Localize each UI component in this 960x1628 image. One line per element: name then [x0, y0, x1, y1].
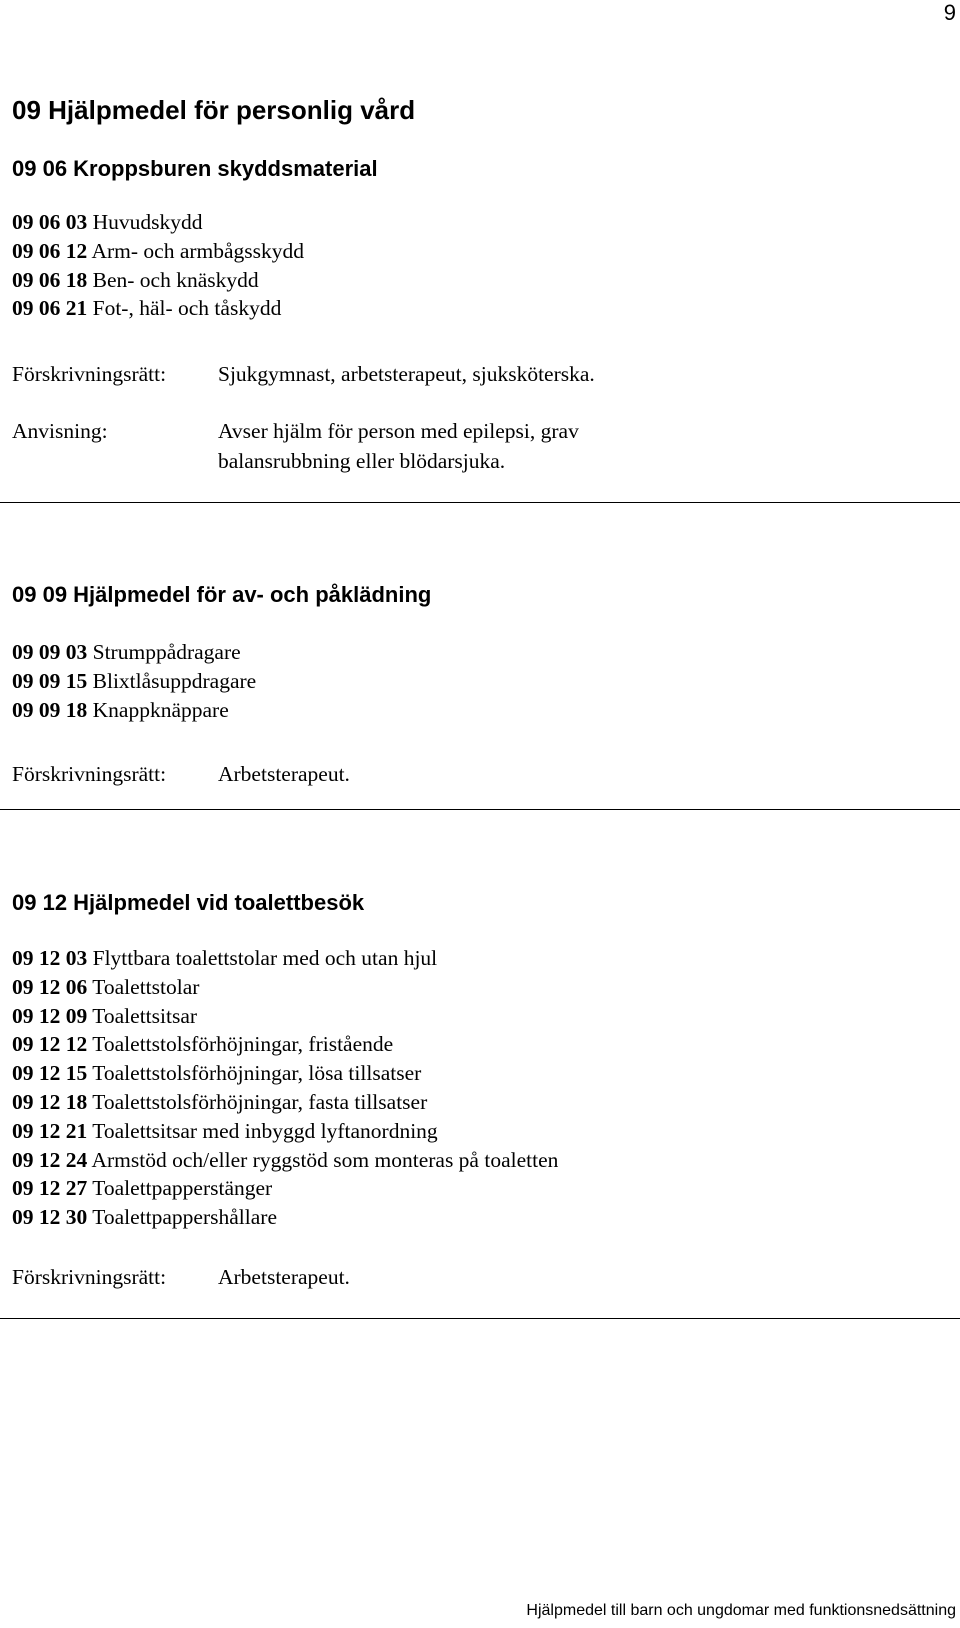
prescription-label: Förskrivningsrätt: [12, 1265, 167, 1289]
list-item: 09 12 09 Toalettsitsar [12, 1003, 198, 1028]
prescription-label: Förskrivningsrätt: [12, 362, 167, 386]
item-list [12, 944, 558, 1232]
list-item: 09 06 21 Fot-, häl- och tåskydd [12, 296, 282, 321]
section-divider [0, 502, 960, 503]
prescription-row [12, 759, 350, 789]
prescription-row [12, 1262, 350, 1292]
list-item: 09 12 03 Flyttbara toalettstolar med och utan hjul [12, 946, 438, 970]
section-heading: 09 06 Kroppsburen skyddsmaterial [12, 156, 378, 181]
note-row [12, 416, 579, 476]
list-item: 09 12 18 Toalettstolsförhöjningar, fasta tillsatser [12, 1089, 428, 1114]
list-item: 09 12 21 Toalettsitsar med inbyggd lyftanordning [12, 1118, 438, 1143]
list-item: 09 09 03 Strumppådragare [12, 640, 241, 664]
section-heading: 09 09 Hjälpmedel för av- och påklädning [12, 582, 432, 607]
page-footer: Hjälpmedel till barn och ungdomar med funktionsnedsättning [526, 1602, 956, 1619]
note-label: Anvisning: [12, 419, 108, 443]
list-item: 09 06 12 Arm- och armbågsskydd [12, 238, 305, 263]
section-divider [0, 809, 960, 810]
prescription-value: Arbetsterapeut. [218, 1265, 350, 1289]
section-divider [0, 1318, 960, 1319]
prescription-label: Förskrivningsrätt: [12, 762, 167, 786]
prescription-row [12, 359, 595, 389]
list-item: 09 06 03 Huvudskydd [12, 210, 203, 234]
list-item: 09 06 18 Ben- och knäskydd [12, 267, 259, 292]
list-item: 09 12 30 Toalettpappershållare [12, 1205, 277, 1230]
item-list [12, 638, 256, 724]
list-item: 09 12 24 Armstöd och/eller ryggstöd som monteras på toaletten [12, 1147, 559, 1172]
section-heading: 09 12 Hjälpmedel vid toalettbesök [12, 890, 365, 915]
page-number: 9 [943, 0, 956, 25]
list-item: 09 09 15 Blixtlåsuppdragare [12, 668, 257, 693]
prescription-value: Arbetsterapeut. [218, 762, 350, 786]
list-item: 09 12 12 Toalettstolsförhöjningar, fristående [12, 1032, 394, 1057]
prescription-value: Sjukgymnast, arbetsterapeut, sjuksköterska. [218, 362, 595, 386]
list-item: 09 12 27 Toalettpapperstänger [12, 1176, 273, 1201]
item-list [12, 208, 304, 323]
list-item: 09 12 06 Toalettstolar [12, 974, 200, 999]
note-value: Avser hjälm för person med epilepsi, grav balansrubbning eller blödarsjuka. [218, 419, 579, 473]
list-item: 09 09 18 Knappknäppare [12, 697, 229, 722]
page-title: 09 Hjälpmedel för personlig vård [12, 95, 416, 125]
list-item: 09 12 15 Toalettstolsförhöjningar, lösa tillsatser [12, 1061, 422, 1086]
